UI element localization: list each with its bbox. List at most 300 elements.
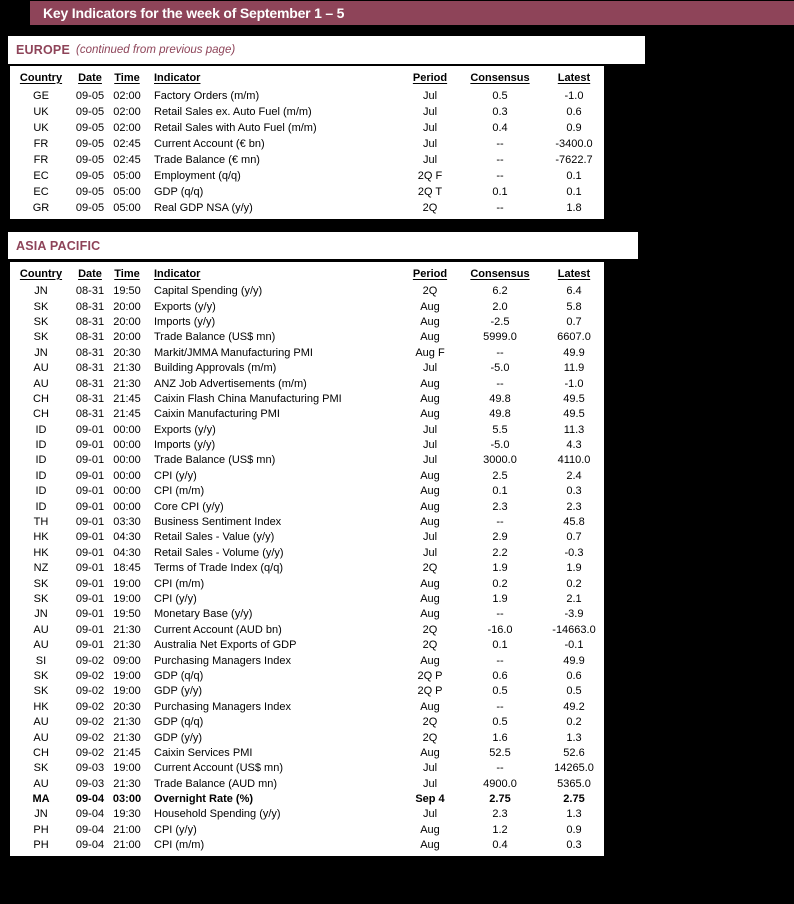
cell-country: PH (33, 839, 49, 852)
cell-time: 00:00 (113, 423, 141, 436)
cell-indicator: Current Account (AUD bn) (154, 623, 282, 636)
cell-period: 2Q (422, 716, 438, 729)
cell-period: Aug (420, 331, 440, 344)
cell-consensus: -- (496, 169, 504, 182)
cell-time: 05:00 (113, 169, 141, 182)
cell-period: Jul (422, 531, 438, 544)
cell-date: 09-02 (75, 654, 105, 667)
section-title-asia-pacific: ASIA PACIFIC (16, 238, 101, 253)
cell-country: AU (33, 362, 49, 375)
cell-country: JN (34, 285, 48, 298)
cell-latest: 0.2 (566, 577, 582, 590)
cell-time: 19:50 (113, 608, 141, 621)
table-row (10, 152, 604, 168)
cell-country: UK (33, 105, 49, 118)
cell-period: Jul (422, 439, 438, 452)
cell-period: Aug (420, 746, 440, 759)
cell-time: 04:30 (113, 546, 141, 559)
page-title-bar (30, 1, 794, 25)
table-row (10, 392, 604, 407)
cell-indicator: CPI (m/m) (154, 839, 205, 852)
cell-time: 20:30 (113, 346, 141, 359)
cell-consensus: 49.8 (489, 392, 511, 405)
cell-consensus: -- (496, 700, 504, 713)
cell-indicator: Terms of Trade Index (q/q) (154, 562, 283, 575)
table-row (10, 104, 604, 120)
cell-indicator: Trade Balance (US$ mn) (154, 454, 276, 467)
cell-indicator: Overnight Rate (%) (154, 793, 254, 806)
cell-consensus: -- (496, 516, 504, 529)
cell-country: ID (35, 500, 47, 513)
cell-period: Aug (420, 654, 440, 667)
cell-time: 21:45 (113, 746, 141, 759)
cell-period: 2Q P (417, 669, 443, 682)
cell-consensus: 5.5 (492, 423, 508, 436)
cell-date: 09-01 (75, 485, 105, 498)
cell-date: 08-31 (75, 315, 105, 328)
cell-time: 21:30 (113, 377, 141, 390)
cell-time: 04:30 (113, 531, 141, 544)
cell-latest: -0.1 (564, 639, 584, 652)
cell-latest: 2.1 (566, 593, 582, 605)
cell-country: ID (35, 454, 47, 467)
cell-date: 09-05 (75, 121, 105, 134)
table-row (10, 515, 604, 530)
cell-period: Jul (422, 454, 438, 467)
cell-consensus: 0.1 (492, 639, 508, 652)
cell-date: 09-02 (75, 685, 105, 698)
cell-consensus: 2.75 (489, 793, 511, 806)
cell-time: 21:00 (113, 839, 141, 852)
column-header-latest: Latest (557, 71, 591, 84)
cell-consensus: -2.5 (490, 315, 510, 328)
cell-period: Jul (422, 89, 438, 102)
table-row (10, 761, 604, 776)
cell-date: 09-01 (75, 623, 105, 636)
table-row (10, 623, 604, 638)
cell-latest: 52.6 (563, 746, 585, 759)
cell-time: 02:00 (113, 105, 141, 118)
cell-time: 00:00 (113, 500, 141, 513)
cell-consensus: 1.2 (492, 823, 508, 836)
cell-period: 2Q (422, 201, 438, 214)
cell-latest: -0.3 (564, 546, 584, 559)
cell-indicator: Caixin Services PMI (154, 746, 253, 759)
cell-latest: 0.3 (566, 485, 582, 498)
cell-time: 20:30 (113, 700, 141, 713)
cell-time: 05:00 (113, 201, 141, 214)
table-row (10, 346, 604, 361)
cell-consensus: -- (496, 346, 504, 359)
cell-consensus: 5999.0 (483, 331, 517, 344)
cell-indicator: Retail Sales ex. Auto Fuel (m/m) (154, 105, 312, 118)
cell-indicator: Real GDP NSA (y/y) (154, 201, 253, 214)
cell-indicator: CPI (y/y) (154, 823, 197, 836)
cell-consensus: -- (496, 137, 504, 150)
cell-latest: -14663.0 (552, 623, 596, 636)
column-header-date: Date (78, 267, 102, 280)
table-row (10, 700, 604, 715)
cell-date: 09-01 (75, 531, 105, 544)
cell-consensus: 0.1 (492, 485, 508, 498)
table-row (10, 607, 604, 622)
cell-date: 09-01 (75, 454, 105, 467)
cell-consensus: 49.8 (489, 408, 511, 421)
cell-period: Jul (422, 137, 438, 150)
cell-date: 09-01 (75, 608, 105, 621)
table-row (10, 200, 604, 216)
cell-date: 08-31 (75, 408, 105, 421)
cell-date: 09-05 (75, 153, 105, 166)
cell-country: CH (33, 746, 49, 759)
table-header-row (10, 68, 604, 88)
cell-latest: -3400.0 (555, 137, 593, 150)
cell-period: Aug (420, 408, 440, 421)
cell-country: EC (33, 185, 49, 198)
cell-country: AU (33, 731, 49, 744)
cell-latest: 49.9 (563, 654, 585, 667)
table-row (10, 730, 604, 745)
cell-date: 09-04 (75, 839, 105, 852)
cell-indicator: Monetary Base (y/y) (154, 608, 253, 621)
cell-consensus: -- (496, 153, 504, 166)
table-row (10, 376, 604, 391)
asia-pacific-indicators-table (10, 262, 604, 856)
cell-country: UK (33, 121, 49, 134)
cell-indicator: CPI (y/y) (154, 593, 197, 605)
cell-consensus: 1.6 (492, 731, 508, 744)
cell-consensus: -5.0 (490, 439, 510, 452)
cell-latest: 1.8 (566, 201, 582, 214)
cell-consensus: 0.2 (492, 577, 508, 590)
cell-period: 2Q (422, 623, 438, 636)
cell-consensus: 0.6 (492, 669, 508, 682)
cell-date: 09-01 (75, 516, 105, 529)
cell-consensus: 3000.0 (483, 454, 517, 467)
cell-consensus: 2.0 (492, 300, 508, 313)
cell-consensus: 1.9 (492, 593, 508, 605)
cell-date: 09-03 (75, 762, 105, 775)
cell-country: PH (33, 823, 49, 836)
cell-latest: 0.3 (566, 839, 582, 852)
cell-date: 09-02 (75, 669, 105, 682)
column-header-indicator: Indicator (154, 267, 201, 280)
cell-consensus: 2.3 (492, 500, 508, 513)
cell-indicator: Exports (y/y) (154, 423, 216, 436)
cell-consensus: 0.5 (492, 716, 508, 729)
cell-latest: -1.0 (564, 89, 584, 102)
table-row (10, 184, 604, 200)
cell-date: 09-01 (75, 439, 105, 452)
table-row (10, 330, 604, 345)
table-row (10, 469, 604, 484)
table-row (10, 136, 604, 152)
table-row (10, 315, 604, 330)
cell-period: Aug (420, 300, 440, 313)
cell-date: 08-31 (75, 331, 105, 344)
cell-latest: 1.9 (566, 562, 582, 575)
cell-time: 21:45 (113, 408, 141, 421)
table-row (10, 284, 604, 299)
cell-date: 08-31 (75, 362, 105, 375)
cell-time: 21:30 (113, 716, 141, 729)
table-row (10, 669, 604, 684)
cell-period: Aug (420, 469, 440, 482)
cell-date: 09-05 (75, 89, 105, 102)
cell-time: 19:50 (113, 285, 141, 298)
cell-latest: 2.3 (566, 500, 582, 513)
cell-time: 19:00 (113, 593, 141, 605)
cell-period: 2Q (422, 285, 438, 298)
cell-consensus: 52.5 (489, 746, 511, 759)
cell-indicator: Core CPI (y/y) (154, 500, 224, 513)
column-header-date: Date (78, 71, 102, 84)
table-row (10, 576, 604, 591)
cell-consensus: 4900.0 (483, 777, 517, 790)
cell-country: SK (33, 300, 49, 313)
table-row (10, 807, 604, 822)
cell-consensus: -- (496, 762, 504, 775)
cell-period: Aug (420, 377, 440, 390)
cell-time: 00:00 (113, 469, 141, 482)
cell-period: 2Q P (417, 685, 443, 698)
cell-consensus: 0.4 (492, 121, 508, 134)
cell-latest: 45.8 (563, 516, 585, 529)
cell-country: FR (33, 137, 49, 150)
cell-time: 19:00 (113, 762, 141, 775)
cell-country: ID (35, 469, 47, 482)
cell-indicator: Trade Balance (€ mn) (154, 153, 260, 166)
cell-period: Aug (420, 700, 440, 713)
cell-indicator: Exports (y/y) (154, 300, 216, 313)
cell-period: Aug (420, 577, 440, 590)
cell-country: FR (33, 153, 49, 166)
cell-country: JN (34, 346, 48, 359)
cell-consensus: 2.5 (492, 469, 508, 482)
cell-time: 02:00 (113, 121, 141, 134)
cell-period: Aug (420, 500, 440, 513)
cell-latest: 0.1 (566, 185, 582, 198)
cell-latest: 0.7 (566, 531, 582, 544)
cell-period: Jul (422, 762, 438, 775)
cell-time: 21:30 (113, 362, 141, 375)
cell-date: 09-01 (75, 469, 105, 482)
cell-country: ID (35, 485, 47, 498)
cell-date: 09-05 (75, 105, 105, 118)
cell-latest: 4110.0 (557, 454, 591, 467)
cell-date: 09-01 (75, 639, 105, 652)
cell-consensus: 2.3 (492, 808, 508, 821)
cell-latest: 4.3 (566, 439, 582, 452)
cell-period: Aug (420, 608, 440, 621)
cell-date: 09-01 (75, 562, 105, 575)
cell-date: 08-31 (75, 285, 105, 298)
cell-period: Jul (422, 362, 438, 375)
cell-period: Aug (420, 516, 440, 529)
cell-date: 08-31 (75, 346, 105, 359)
cell-indicator: CPI (m/m) (154, 485, 205, 498)
cell-period: Aug (420, 315, 440, 328)
cell-date: 08-31 (75, 392, 105, 405)
section-header-asia-pacific (8, 232, 638, 259)
cell-consensus: 0.5 (492, 685, 508, 698)
cell-country: HK (33, 546, 49, 559)
cell-date: 09-05 (75, 137, 105, 150)
table-row (10, 715, 604, 730)
cell-indicator: Trade Balance (AUD mn) (154, 777, 278, 790)
cell-country: GE (33, 89, 49, 102)
cell-indicator: Capital Spending (y/y) (154, 285, 263, 298)
cell-country: ID (35, 423, 47, 436)
cell-country: SI (35, 654, 47, 667)
section-header-europe (8, 36, 645, 64)
cell-period: Jul (422, 546, 438, 559)
cell-period: 2Q (422, 562, 438, 575)
cell-period: Jul (422, 423, 438, 436)
column-header-country: Country (19, 267, 63, 280)
cell-latest: 49.5 (563, 392, 585, 405)
cell-date: 09-05 (75, 201, 105, 214)
cell-country: SK (33, 762, 49, 775)
cell-period: Jul (422, 121, 438, 134)
cell-date: 09-02 (75, 700, 105, 713)
table-row (10, 438, 604, 453)
cell-period: Jul (422, 105, 438, 118)
cell-time: 19:30 (113, 808, 141, 821)
cell-latest: 0.6 (566, 669, 582, 682)
cell-date: 09-02 (75, 716, 105, 729)
table-row (10, 653, 604, 668)
cell-latest: 1.3 (566, 808, 582, 821)
cell-period: Aug (420, 823, 440, 836)
column-header-country: Country (19, 71, 63, 84)
cell-time: 02:45 (113, 137, 141, 150)
cell-indicator: GDP (q/q) (154, 185, 204, 198)
cell-date: 09-02 (75, 746, 105, 759)
cell-date: 09-02 (75, 731, 105, 744)
cell-country: AU (33, 639, 49, 652)
cell-consensus: -- (496, 654, 504, 667)
cell-latest: 0.5 (566, 685, 582, 698)
cell-country: HK (33, 531, 49, 544)
cell-date: 09-01 (75, 546, 105, 559)
cell-time: 18:45 (113, 562, 141, 575)
cell-consensus: 0.3 (492, 105, 508, 118)
cell-date: 09-05 (75, 169, 105, 182)
cell-consensus: 2.9 (492, 531, 508, 544)
cell-date: 08-31 (75, 300, 105, 313)
cell-latest: 5.8 (566, 300, 582, 313)
cell-consensus: -16.0 (487, 623, 513, 636)
cell-country: AU (33, 623, 49, 636)
cell-period: 2Q T (417, 185, 443, 198)
cell-time: 20:00 (113, 331, 141, 344)
column-header-latest: Latest (557, 267, 591, 280)
cell-time: 09:00 (113, 654, 141, 667)
table-row (10, 88, 604, 104)
cell-period: Jul (422, 153, 438, 166)
column-header-time: Time (114, 71, 140, 84)
cell-date: 09-05 (75, 185, 105, 198)
cell-country: SK (33, 577, 49, 590)
cell-time: 21:30 (113, 623, 141, 636)
cell-period: 2Q F (417, 169, 443, 182)
cell-country: AU (33, 377, 49, 390)
cell-time: 20:00 (113, 315, 141, 328)
cell-country: MA (32, 793, 50, 806)
cell-time: 00:00 (113, 485, 141, 498)
table-row (10, 684, 604, 699)
cell-indicator: Imports (y/y) (154, 315, 216, 328)
table-row (10, 592, 604, 607)
cell-indicator: CPI (m/m) (154, 577, 205, 590)
table-row (10, 423, 604, 438)
table-row (10, 453, 604, 468)
cell-period: Aug (420, 593, 440, 605)
cell-time: 02:00 (113, 89, 141, 102)
cell-latest: 49.5 (563, 408, 585, 421)
table-row (10, 638, 604, 653)
column-header-consensus: Consensus (470, 267, 530, 280)
cell-consensus: 0.4 (492, 839, 508, 852)
cell-date: 09-01 (75, 500, 105, 513)
cell-latest: 0.7 (566, 315, 582, 328)
cell-consensus: -- (496, 608, 504, 621)
cell-latest: 6607.0 (557, 331, 591, 344)
cell-time: 00:00 (113, 454, 141, 467)
cell-period: Aug F (415, 346, 445, 359)
cell-indicator: Trade Balance (US$ mn) (154, 331, 276, 344)
table-header-row (10, 264, 604, 284)
column-header-time: Time (114, 267, 140, 280)
page-title: Key Indicators for the week of September 1 – 5 (43, 5, 345, 21)
cell-indicator: Purchasing Managers Index (154, 654, 291, 667)
cell-date: 09-01 (75, 423, 105, 436)
cell-date: 09-04 (75, 808, 105, 821)
table-row (10, 561, 604, 576)
cell-country: JN (34, 608, 48, 621)
cell-time: 19:00 (113, 669, 141, 682)
cell-indicator: GDP (q/q) (154, 716, 204, 729)
cell-country: SK (33, 593, 49, 605)
cell-consensus: -- (496, 201, 504, 214)
cell-indicator: GDP (y/y) (154, 685, 203, 698)
cell-time: 02:45 (113, 153, 141, 166)
cell-latest: 0.1 (566, 169, 582, 182)
cell-indicator: Employment (q/q) (154, 169, 241, 182)
cell-country: ID (35, 439, 47, 452)
cell-time: 21:45 (113, 392, 141, 405)
cell-indicator: Business Sentiment Index (154, 516, 282, 529)
column-header-period: Period (412, 71, 448, 84)
table-row (10, 484, 604, 499)
cell-time: 21:30 (113, 731, 141, 744)
cell-country: CH (33, 408, 49, 421)
cell-time: 20:00 (113, 300, 141, 313)
column-header-indicator: Indicator (154, 71, 201, 84)
cell-indicator: Factory Orders (m/m) (154, 89, 260, 102)
cell-latest: 6.4 (566, 285, 582, 298)
cell-country: AU (33, 716, 49, 729)
table-row (10, 407, 604, 422)
cell-time: 19:00 (113, 577, 141, 590)
cell-indicator: Retail Sales - Volume (y/y) (154, 546, 284, 559)
cell-time: 21:30 (113, 777, 141, 790)
cell-country: SK (33, 315, 49, 328)
cell-latest: 2.4 (566, 469, 582, 482)
table-row (10, 168, 604, 184)
table-row (10, 546, 604, 561)
